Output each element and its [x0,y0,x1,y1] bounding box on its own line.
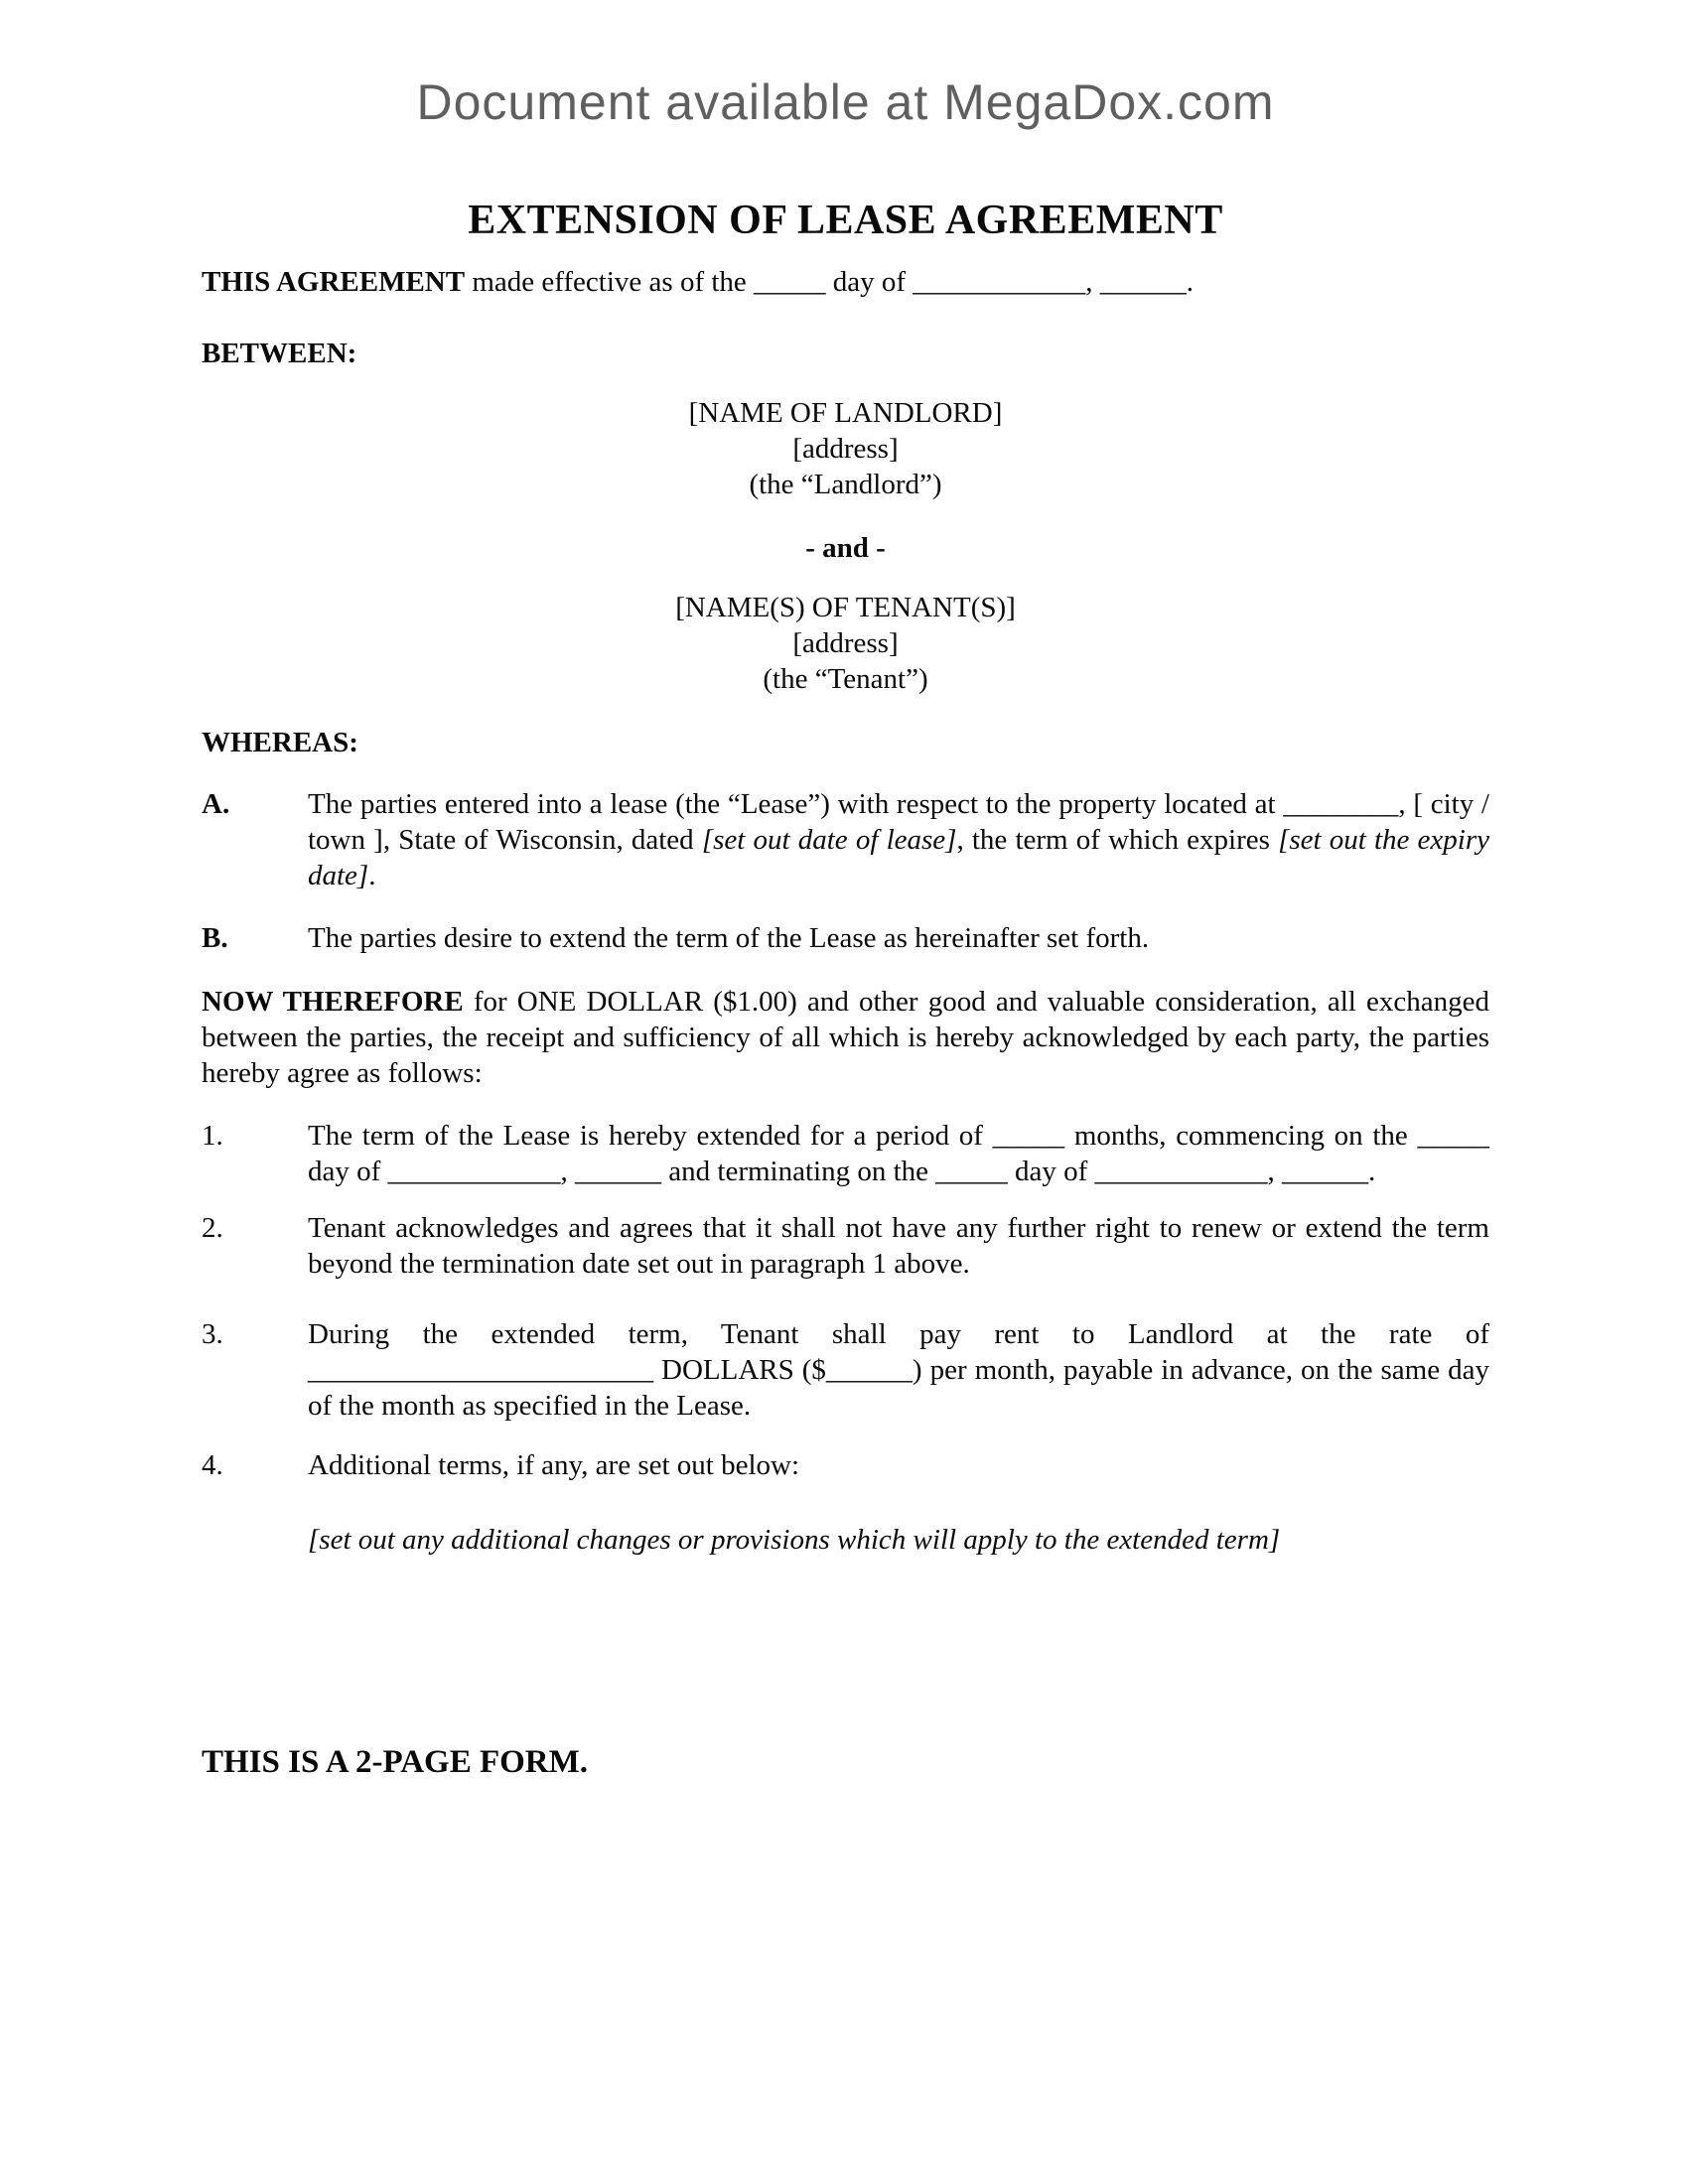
opening-paragraph [202,264,1489,300]
tenant-name: [NAME(S) OF TENANT(S)] [675,592,1016,623]
tenant-address: [address] [792,627,899,659]
landlord-address: [address] [792,433,899,465]
clause-1-text: The term of the Lease is hereby extended for a period of _____ months, commencing on the _____ day of ____________, ______ and terminating on the _____ day of ____________, ______. [308,1120,1489,1187]
opening-bold-lead: THIS AGREEMENT [202,266,466,298]
landlord-designation: (the “Landlord”) [749,469,942,500]
landlord-name: [NAME OF LANDLORD] [688,397,1003,429]
two-page-form-note: THIS IS A 2-PAGE FORM. [202,1744,589,1780]
now-therefore-bold-lead: NOW THEREFORE [202,986,464,1018]
additional-terms-note: [set out any additional changes or provisions which will apply to the extended term] [308,1524,1281,1556]
tenant-designation: (the “Tenant”) [763,663,928,695]
clause-2-marker: 2. [202,1212,223,1244]
clause-2 [202,1210,1489,1282]
and-separator: - and - [805,532,886,564]
recital-a-text [308,786,1489,893]
clause-1-marker: 1. [202,1120,223,1152]
clause-2-text: Tenant acknowledges and agrees that it shall not have any further right to renew or extend the term beyond the termination date set out in paragraph 1 above. [308,1212,1489,1280]
recital-a [202,786,1489,893]
tenant-block [202,590,1489,697]
document-title: EXTENSION OF LEASE AGREEMENT [468,198,1223,243]
whereas-label: WHEREAS: [202,727,358,758]
recital-a-marker: A. [202,788,230,820]
clause-3-marker: 3. [202,1318,223,1350]
landlord-block [202,395,1489,502]
now-therefore-paragraph [202,984,1489,1091]
clause-4 [202,1447,1489,1483]
clause-1 [202,1118,1489,1189]
clause-4-text: Additional terms, if any, are set out below: [308,1449,800,1481]
recital-b-marker: B. [202,922,228,954]
clause-4-marker: 4. [202,1449,223,1481]
watermark-text: Document available at MegaDox.com [416,74,1275,130]
recital-a-seg-4: . [368,860,376,891]
recital-b-text: The parties desire to extend the term of the Lease as hereinafter set forth. [308,922,1150,954]
clause-3-text: During the extended term, Tenant shall pay rent to Landlord at the rate of ________________________ DOLLARS ($______) per month, payable in advance, on the same day of the month as specified in the Lease. [308,1318,1489,1422]
recital-a-seg-1: [set out date of lease] [701,824,957,856]
between-label: BETWEEN: [202,338,357,369]
clause-3 [202,1316,1489,1424]
recital-a-seg-0: The parties entered into a lease (the “Lease”) with respect to the property located at ________, [ city / town ], State of Wisconsin, dated [308,788,1489,856]
now-therefore-rest: for ONE DOLLAR ($1.00) and other good and valuable consideration, all exchanged between the parties, the receipt and sufficiency of all which is hereby acknowledged by each party, the parties hereby agree as follows: [202,986,1489,1089]
recital-a-seg-2: , the term of which expires [956,824,1279,856]
opening-rest: made effective as of the _____ day of ____________, ______. [465,266,1195,298]
recital-b [202,920,1489,956]
recital-a-seg-3: [set out the expiry date] [308,824,1490,891]
